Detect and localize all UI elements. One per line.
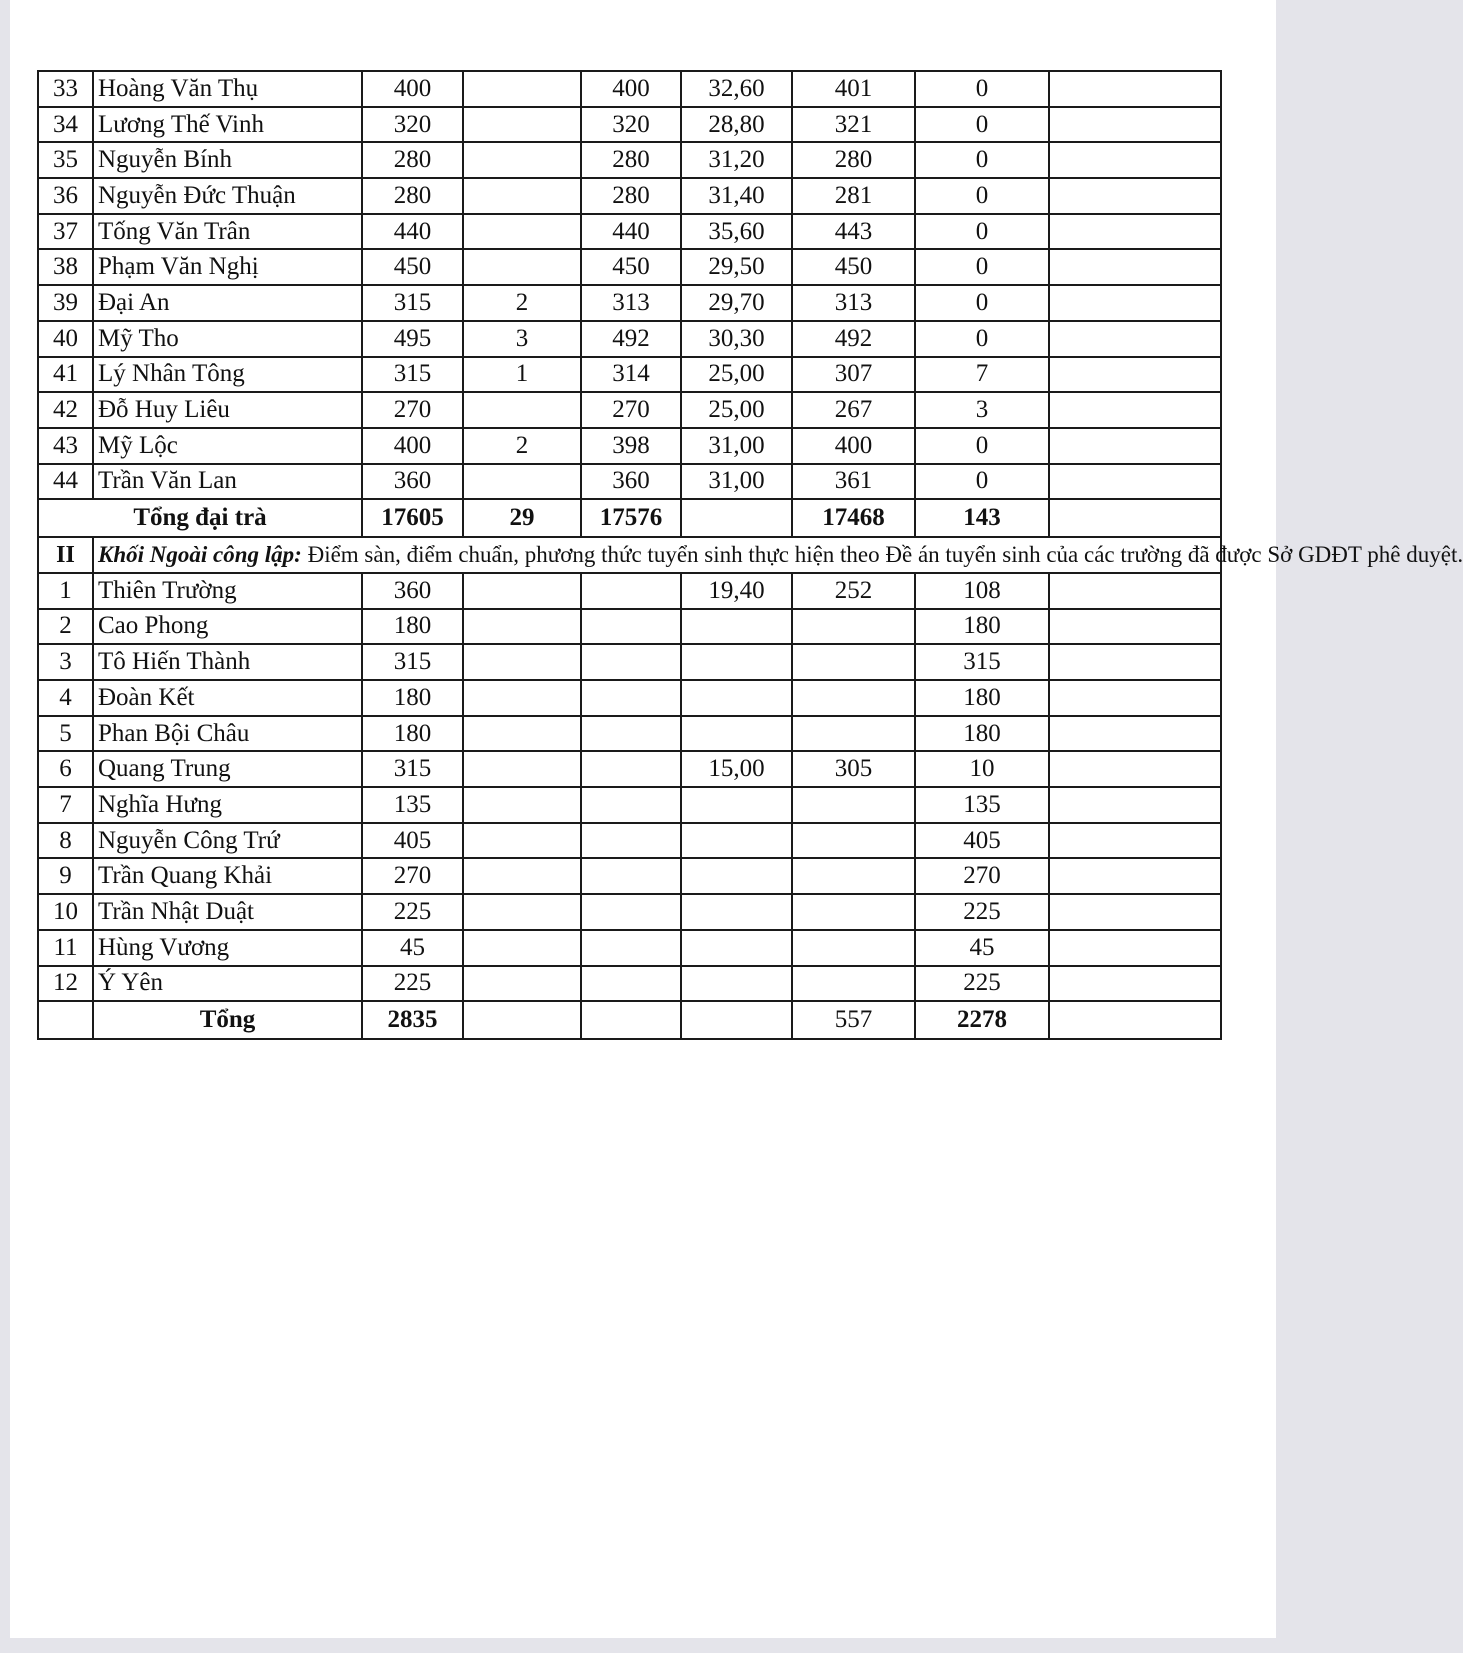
school-name: Nguyễn Đức Thuận xyxy=(93,178,362,214)
row-number: 34 xyxy=(38,107,93,143)
shortfall: 0 xyxy=(915,178,1049,214)
quota: 315 xyxy=(362,285,463,321)
note xyxy=(1049,644,1221,680)
quota: 495 xyxy=(362,321,463,357)
total-row-public xyxy=(38,499,1221,537)
admitted: 252 xyxy=(792,573,915,609)
row-number: 39 xyxy=(38,285,93,321)
cutoff-score: 30,30 xyxy=(681,321,792,357)
note xyxy=(1049,858,1221,894)
table-row xyxy=(38,285,1221,321)
cutoff-score xyxy=(681,894,792,930)
note xyxy=(1049,716,1221,752)
shortfall: 0 xyxy=(915,285,1049,321)
admitted: 281 xyxy=(792,178,915,214)
direct-admission xyxy=(463,894,581,930)
shortfall: 0 xyxy=(915,428,1049,464)
table-row xyxy=(38,716,1221,752)
school-name: Tô Hiến Thành xyxy=(93,644,362,680)
table-row xyxy=(38,357,1221,393)
row-number: 7 xyxy=(38,787,93,823)
remaining-quota: 314 xyxy=(581,357,681,393)
table-row xyxy=(38,644,1221,680)
cutoff-score: 35,60 xyxy=(681,214,792,250)
total-shortfall: 2278 xyxy=(915,1001,1049,1039)
cutoff-score: 28,80 xyxy=(681,107,792,143)
total-quota: 17605 xyxy=(362,499,463,537)
school-name: Cao Phong xyxy=(93,609,362,645)
shortfall: 0 xyxy=(915,214,1049,250)
quota: 450 xyxy=(362,249,463,285)
school-name: Mỹ Tho xyxy=(93,321,362,357)
shortfall: 45 xyxy=(915,930,1049,966)
cutoff-score xyxy=(681,680,792,716)
table-row xyxy=(38,858,1221,894)
note xyxy=(1049,823,1221,859)
table-row xyxy=(38,71,1221,107)
row-number: 36 xyxy=(38,178,93,214)
shortfall: 0 xyxy=(915,464,1049,500)
remaining-quota xyxy=(581,751,681,787)
row-number: 38 xyxy=(38,249,93,285)
direct-admission xyxy=(463,858,581,894)
table-row xyxy=(38,178,1221,214)
section-ii-header xyxy=(38,537,1221,573)
direct-admission xyxy=(463,249,581,285)
quota: 180 xyxy=(362,716,463,752)
direct-admission: 1 xyxy=(463,357,581,393)
quota: 135 xyxy=(362,787,463,823)
row-number: 9 xyxy=(38,858,93,894)
total-shortfall: 143 xyxy=(915,499,1049,537)
total-row-private xyxy=(38,1001,1221,1039)
remaining-quota xyxy=(581,858,681,894)
school-name: Trần Quang Khải xyxy=(93,858,362,894)
cutoff-score xyxy=(681,930,792,966)
remaining-quota xyxy=(581,894,681,930)
school-name: Tống Văn Trân xyxy=(93,214,362,250)
row-number: 11 xyxy=(38,930,93,966)
shortfall: 3 xyxy=(915,392,1049,428)
school-name: Trần Văn Lan xyxy=(93,464,362,500)
shortfall: 135 xyxy=(915,787,1049,823)
admitted: 313 xyxy=(792,285,915,321)
note xyxy=(1049,751,1221,787)
cutoff-score xyxy=(681,716,792,752)
note xyxy=(1049,142,1221,178)
shortfall: 315 xyxy=(915,644,1049,680)
direct-admission xyxy=(463,930,581,966)
total-label: Tổng xyxy=(93,1001,362,1039)
total-admitted: 557 xyxy=(792,1001,915,1039)
section-ii-title: Khối Ngoài công lập: xyxy=(98,542,302,568)
total-admitted: 17468 xyxy=(792,499,915,537)
school-name: Quang Trung xyxy=(93,751,362,787)
table-row xyxy=(38,966,1221,1002)
quota: 270 xyxy=(362,858,463,894)
admitted: 443 xyxy=(792,214,915,250)
row-number: 42 xyxy=(38,392,93,428)
row-number: 5 xyxy=(38,716,93,752)
shortfall: 0 xyxy=(915,142,1049,178)
table-row xyxy=(38,107,1221,143)
direct-admission xyxy=(463,392,581,428)
cutoff-score: 29,50 xyxy=(681,249,792,285)
quota: 360 xyxy=(362,464,463,500)
direct-admission xyxy=(463,609,581,645)
total-note xyxy=(1049,1001,1221,1039)
quota: 280 xyxy=(362,142,463,178)
quota: 360 xyxy=(362,573,463,609)
school-name: Nguyễn Bính xyxy=(93,142,362,178)
row-number: 8 xyxy=(38,823,93,859)
admitted xyxy=(792,787,915,823)
shortfall: 225 xyxy=(915,966,1049,1002)
admitted: 492 xyxy=(792,321,915,357)
cutoff-score xyxy=(681,644,792,680)
cutoff-score: 29,70 xyxy=(681,285,792,321)
table-row xyxy=(38,930,1221,966)
note xyxy=(1049,107,1221,143)
table-row xyxy=(38,573,1221,609)
row-number: 37 xyxy=(38,214,93,250)
section-ii-label: II xyxy=(38,537,93,573)
quota: 180 xyxy=(362,609,463,645)
remaining-quota xyxy=(581,573,681,609)
admitted: 450 xyxy=(792,249,915,285)
total-stt xyxy=(38,1001,93,1039)
quota: 270 xyxy=(362,392,463,428)
note xyxy=(1049,428,1221,464)
table-row xyxy=(38,321,1221,357)
admitted xyxy=(792,823,915,859)
note xyxy=(1049,214,1221,250)
direct-admission xyxy=(463,142,581,178)
table-row xyxy=(38,894,1221,930)
table-row xyxy=(38,142,1221,178)
public-schools-rows xyxy=(38,71,1221,499)
admitted xyxy=(792,858,915,894)
row-number: 2 xyxy=(38,609,93,645)
school-name: Hoàng Văn Thụ xyxy=(93,71,362,107)
quota: 315 xyxy=(362,751,463,787)
school-name: Nghĩa Hưng xyxy=(93,787,362,823)
admitted xyxy=(792,930,915,966)
cutoff-score: 15,00 xyxy=(681,751,792,787)
admitted xyxy=(792,644,915,680)
quota: 400 xyxy=(362,71,463,107)
remaining-quota: 400 xyxy=(581,71,681,107)
quota: 315 xyxy=(362,644,463,680)
direct-admission: 3 xyxy=(463,321,581,357)
row-number: 12 xyxy=(38,966,93,1002)
shortfall: 0 xyxy=(915,107,1049,143)
direct-admission xyxy=(463,716,581,752)
direct-admission xyxy=(463,787,581,823)
admitted: 267 xyxy=(792,392,915,428)
cutoff-score xyxy=(681,787,792,823)
direct-admission xyxy=(463,573,581,609)
cutoff-score: 31,40 xyxy=(681,178,792,214)
private-total xyxy=(38,1001,1221,1039)
cutoff-score: 31,00 xyxy=(681,464,792,500)
shortfall: 108 xyxy=(915,573,1049,609)
total-score xyxy=(681,499,792,537)
cutoff-score xyxy=(681,609,792,645)
note xyxy=(1049,966,1221,1002)
total-score xyxy=(681,1001,792,1039)
table-row xyxy=(38,392,1221,428)
total-direct xyxy=(463,1001,581,1039)
remaining-quota: 440 xyxy=(581,214,681,250)
admitted xyxy=(792,680,915,716)
admitted: 280 xyxy=(792,142,915,178)
remaining-quota: 280 xyxy=(581,142,681,178)
cutoff-score: 25,00 xyxy=(681,357,792,393)
shortfall: 0 xyxy=(915,249,1049,285)
table-row xyxy=(38,787,1221,823)
cutoff-score xyxy=(681,858,792,894)
shortfall: 0 xyxy=(915,71,1049,107)
admitted xyxy=(792,716,915,752)
quota: 440 xyxy=(362,214,463,250)
admitted xyxy=(792,609,915,645)
note xyxy=(1049,930,1221,966)
shortfall: 180 xyxy=(915,680,1049,716)
admitted: 401 xyxy=(792,71,915,107)
remaining-quota xyxy=(581,966,681,1002)
admitted: 400 xyxy=(792,428,915,464)
table-row xyxy=(38,249,1221,285)
admitted xyxy=(792,894,915,930)
private-schools-rows xyxy=(38,573,1221,1001)
admitted: 307 xyxy=(792,357,915,393)
admitted: 321 xyxy=(792,107,915,143)
quota: 320 xyxy=(362,107,463,143)
note xyxy=(1049,787,1221,823)
note xyxy=(1049,894,1221,930)
school-name: Thiên Trường xyxy=(93,573,362,609)
direct-admission xyxy=(463,107,581,143)
remaining-quota xyxy=(581,680,681,716)
cutoff-score xyxy=(681,966,792,1002)
note xyxy=(1049,249,1221,285)
shortfall: 0 xyxy=(915,321,1049,357)
remaining-quota: 280 xyxy=(581,178,681,214)
remaining-quota xyxy=(581,716,681,752)
total-remaining xyxy=(581,1001,681,1039)
quota: 315 xyxy=(362,357,463,393)
remaining-quota: 398 xyxy=(581,428,681,464)
section-ii-text: Điểm sàn, điểm chuẩn, phương thức tuyển sinh thực hiện theo Đề án tuyển sinh của các trường đã được Sở GDĐT phê duyệt. xyxy=(301,542,1463,568)
row-number: 33 xyxy=(38,71,93,107)
school-name: Lương Thế Vinh xyxy=(93,107,362,143)
note xyxy=(1049,178,1221,214)
shortfall: 405 xyxy=(915,823,1049,859)
row-number: 4 xyxy=(38,680,93,716)
note xyxy=(1049,71,1221,107)
admitted: 361 xyxy=(792,464,915,500)
direct-admission xyxy=(463,644,581,680)
admitted xyxy=(792,966,915,1002)
quota: 180 xyxy=(362,680,463,716)
remaining-quota xyxy=(581,644,681,680)
cutoff-score: 31,20 xyxy=(681,142,792,178)
direct-admission xyxy=(463,178,581,214)
table-row xyxy=(38,680,1221,716)
document-page xyxy=(10,0,1463,1638)
quota: 280 xyxy=(362,178,463,214)
row-number: 35 xyxy=(38,142,93,178)
row-number: 6 xyxy=(38,751,93,787)
note xyxy=(1049,321,1221,357)
remaining-quota: 492 xyxy=(581,321,681,357)
row-number: 40 xyxy=(38,321,93,357)
remaining-quota: 320 xyxy=(581,107,681,143)
direct-admission xyxy=(463,966,581,1002)
row-number: 10 xyxy=(38,894,93,930)
remaining-quota: 313 xyxy=(581,285,681,321)
direct-admission xyxy=(463,680,581,716)
shortfall: 10 xyxy=(915,751,1049,787)
total-remaining: 17576 xyxy=(581,499,681,537)
remaining-quota: 450 xyxy=(581,249,681,285)
section-ii xyxy=(38,537,1463,573)
remaining-quota xyxy=(581,609,681,645)
remaining-quota: 270 xyxy=(581,392,681,428)
note xyxy=(1049,464,1221,500)
quota: 400 xyxy=(362,428,463,464)
row-number: 43 xyxy=(38,428,93,464)
direct-admission xyxy=(463,823,581,859)
quota: 225 xyxy=(362,894,463,930)
quota: 225 xyxy=(362,966,463,1002)
direct-admission: 2 xyxy=(463,428,581,464)
shortfall: 180 xyxy=(915,609,1049,645)
total-direct: 29 xyxy=(463,499,581,537)
school-name: Đại An xyxy=(93,285,362,321)
cutoff-score xyxy=(681,823,792,859)
direct-admission xyxy=(463,751,581,787)
school-name: Phạm Văn Nghị xyxy=(93,249,362,285)
direct-admission xyxy=(463,214,581,250)
shortfall: 180 xyxy=(915,716,1049,752)
quota: 45 xyxy=(362,930,463,966)
direct-admission xyxy=(463,464,581,500)
remaining-quota: 360 xyxy=(581,464,681,500)
school-name: Mỹ Lộc xyxy=(93,428,362,464)
quota: 405 xyxy=(362,823,463,859)
note xyxy=(1049,609,1221,645)
note xyxy=(1049,573,1221,609)
remaining-quota xyxy=(581,787,681,823)
cutoff-score: 25,00 xyxy=(681,392,792,428)
shortfall: 7 xyxy=(915,357,1049,393)
table-row xyxy=(38,464,1221,500)
cutoff-score: 19,40 xyxy=(681,573,792,609)
admitted: 305 xyxy=(792,751,915,787)
admission-table xyxy=(37,70,1463,1040)
section-ii-description xyxy=(93,537,1463,573)
total-label: Tổng đại trà xyxy=(38,499,362,537)
cutoff-score: 32,60 xyxy=(681,71,792,107)
direct-admission xyxy=(463,71,581,107)
note xyxy=(1049,392,1221,428)
note xyxy=(1049,285,1221,321)
table-row xyxy=(38,214,1221,250)
note xyxy=(1049,357,1221,393)
school-name: Trần Nhật Duật xyxy=(93,894,362,930)
row-number: 1 xyxy=(38,573,93,609)
school-name: Đỗ Huy Liêu xyxy=(93,392,362,428)
school-name: Lý Nhân Tông xyxy=(93,357,362,393)
row-number: 3 xyxy=(38,644,93,680)
cutoff-score: 31,00 xyxy=(681,428,792,464)
school-name: Phan Bội Châu xyxy=(93,716,362,752)
school-name: Nguyễn Công Trứ xyxy=(93,823,362,859)
table-row xyxy=(38,609,1221,645)
row-number: 41 xyxy=(38,357,93,393)
shortfall: 270 xyxy=(915,858,1049,894)
row-number: 44 xyxy=(38,464,93,500)
school-name: Đoàn Kết xyxy=(93,680,362,716)
direct-admission: 2 xyxy=(463,285,581,321)
total-note xyxy=(1049,499,1221,537)
school-name: Ý Yên xyxy=(93,966,362,1002)
shortfall: 225 xyxy=(915,894,1049,930)
table-row xyxy=(38,428,1221,464)
remaining-quota xyxy=(581,930,681,966)
remaining-quota xyxy=(581,823,681,859)
school-name: Hùng Vương xyxy=(93,930,362,966)
table-row xyxy=(38,823,1221,859)
public-total xyxy=(38,499,1221,537)
table-row xyxy=(38,751,1221,787)
total-quota: 2835 xyxy=(362,1001,463,1039)
note xyxy=(1049,680,1221,716)
